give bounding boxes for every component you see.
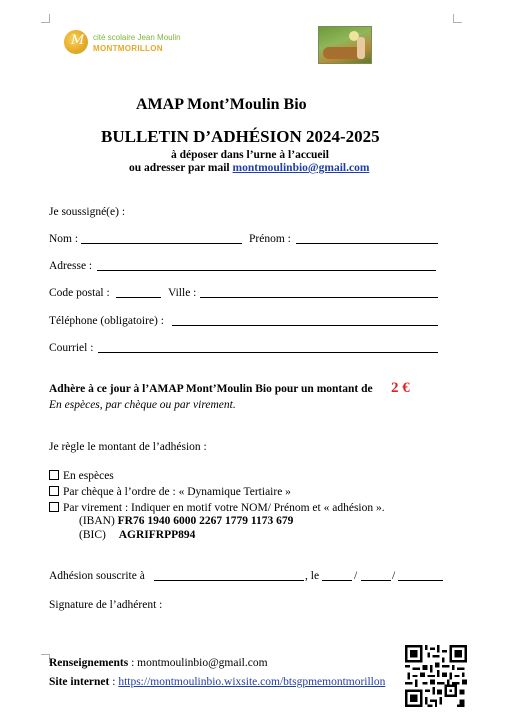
telephone-label: Téléphone (obligatoire) : xyxy=(49,315,164,327)
payment-methods-note: En espèces, par chèque ou par virement. xyxy=(49,399,236,411)
souscrite-field[interactable] xyxy=(154,580,304,581)
prenom-field[interactable] xyxy=(296,243,438,244)
contact-email-link[interactable]: montmoulinbio@gmail.com xyxy=(232,162,370,174)
logo-initial: M xyxy=(71,33,85,48)
crop-mark-top-right xyxy=(453,14,462,23)
telephone-field[interactable] xyxy=(172,325,438,326)
form-subtitle-mail xyxy=(129,162,369,174)
date-day-field[interactable] xyxy=(322,580,352,581)
farmer-icon xyxy=(357,37,365,59)
date-separator-2: / xyxy=(392,570,396,582)
courriel-field[interactable] xyxy=(98,352,438,353)
adresse-label: Adresse : xyxy=(49,260,93,272)
le-label: , le xyxy=(305,570,320,582)
payment-option-especes[interactable] xyxy=(49,470,114,482)
renseignements-email[interactable]: montmoulinbio@gmail.com xyxy=(137,657,268,669)
nom-label: Nom : xyxy=(49,233,79,245)
renseignements-sep: : xyxy=(128,657,138,669)
cite-scolaire-emblem-icon xyxy=(64,30,88,54)
mail-prefix: ou adresser par mail xyxy=(129,162,233,174)
prenom-label: Prénom : xyxy=(249,233,291,245)
soussigne-label: Je soussigné(e) : xyxy=(49,206,126,218)
code-postal-field[interactable] xyxy=(116,297,161,298)
nom-field[interactable] xyxy=(81,243,242,244)
adhesion-amount: 2 € xyxy=(391,380,410,396)
logo-text-line1: cité scolaire Jean Moulin xyxy=(93,33,181,42)
amap-logo-image xyxy=(318,26,372,64)
iban-value: FR76 1940 6000 2267 1779 1173 679 xyxy=(117,515,294,527)
option-label-virement: Par virement : Indiquer en motif votre NOM/ Prénom et « adhésion ». xyxy=(63,502,385,514)
crop-mark-top-left xyxy=(41,14,50,23)
code-postal-label: Code postal : xyxy=(49,287,110,299)
option-label-especes: En espèces xyxy=(63,470,114,482)
renseignements-line xyxy=(49,657,268,669)
payment-option-virement[interactable] xyxy=(49,502,385,514)
qr-code-icon[interactable] xyxy=(405,645,467,707)
payment-option-cheque[interactable] xyxy=(49,486,291,498)
iban-label: (IBAN) xyxy=(79,515,115,527)
site-line xyxy=(49,676,385,688)
bic-value: AGRIFRPP894 xyxy=(118,529,196,541)
site-label: Site internet xyxy=(49,676,110,688)
option-label-cheque: Par chèque à l’ordre de : « Dynamique Tertiaire » xyxy=(63,486,291,498)
adresse-field[interactable] xyxy=(97,270,436,271)
signature-label: Signature de l’adhérent : xyxy=(49,599,163,611)
date-year-field[interactable] xyxy=(398,580,443,581)
date-separator-1: / xyxy=(354,570,358,582)
souscrite-label: Adhésion souscrite à xyxy=(49,570,145,582)
bic-row xyxy=(79,529,195,541)
renseignements-label: Renseignements xyxy=(49,657,129,669)
checkbox-virement[interactable] xyxy=(49,502,59,512)
organization-title: AMAP Mont’Moulin Bio xyxy=(136,96,307,113)
ville-field[interactable] xyxy=(200,297,438,298)
iban-row xyxy=(79,515,293,527)
logo-text-line2: MONTMORILLON xyxy=(93,44,163,53)
site-sep: : xyxy=(109,676,119,688)
cite-scolaire-logo xyxy=(64,28,194,64)
payment-intro: Je règle le montant de l’adhésion : xyxy=(49,441,207,453)
courriel-label: Courriel : xyxy=(49,342,94,354)
form-subtitle-deposit: à déposer dans l’urne à l’accueil xyxy=(171,149,329,161)
ville-label: Ville : xyxy=(168,287,197,299)
checkbox-especes[interactable] xyxy=(49,470,59,480)
date-month-field[interactable] xyxy=(361,580,391,581)
form-title: BULLETIN D’ADHÉSION 2024-2025 xyxy=(101,127,380,146)
bic-label: (BIC) xyxy=(79,529,106,541)
checkbox-cheque[interactable] xyxy=(49,486,59,496)
adhesion-statement: Adhère à ce jour à l’AMAP Mont’Moulin Bio pour un montant de xyxy=(49,383,373,395)
site-link[interactable]: https://montmoulinbio.wixsite.com/btsgpmemontmorillon xyxy=(118,676,386,688)
